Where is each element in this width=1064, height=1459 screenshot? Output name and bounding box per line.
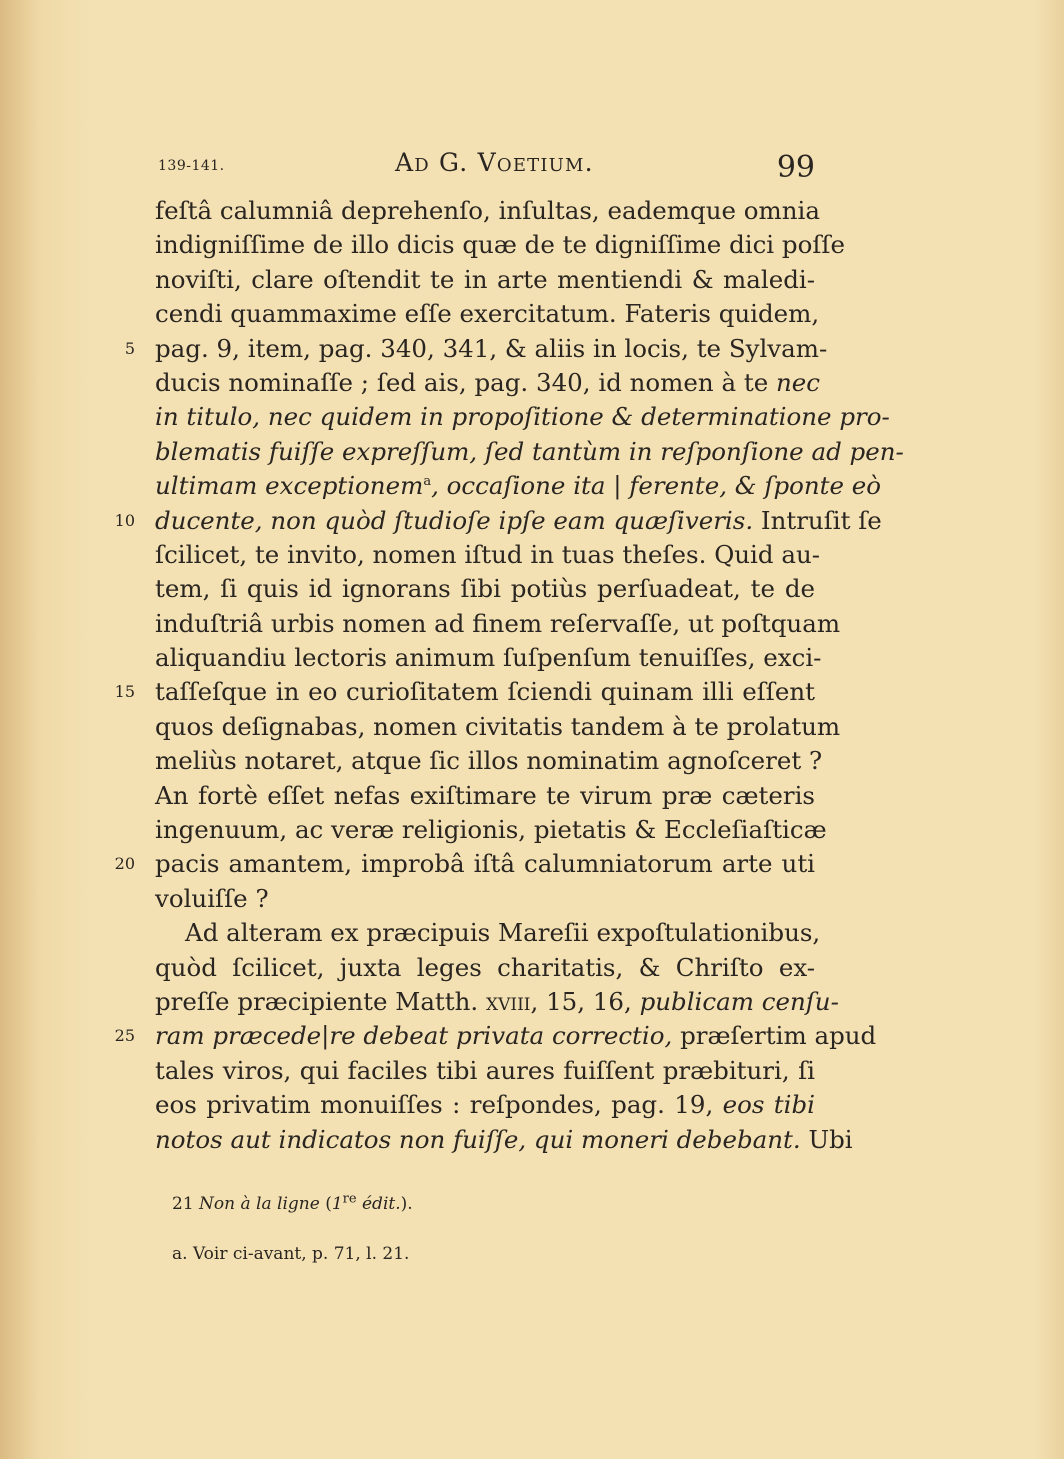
text-run: ( [319, 1194, 332, 1214]
text-run: Ad alteram ex præcipuis Mareſii expoſtulationibus, [185, 918, 821, 948]
italic-text: , occaſione ita | ferente, & ſponte eò [431, 471, 882, 501]
italic-text: édit. [356, 1194, 401, 1214]
text-line [114, 504, 882, 538]
text-line [155, 297, 820, 331]
text-run: indigniſſime de illo dicis quæ de te digniſſime dici poſſe [155, 230, 845, 260]
text-run: eos privatim monuiſſes : reſpondes, pag. 19, [155, 1090, 723, 1120]
text-line [155, 744, 823, 778]
italic-text: in titulo, nec quidem in propoſitione & determinatione pro- [155, 402, 890, 432]
running-title: Ad G. Voetium. [395, 148, 594, 177]
text-line [155, 572, 815, 606]
text-run: pacis amantem, improbâ iſtâ calumniatorum arte uti [155, 849, 815, 879]
italic-text: 1 [331, 1194, 343, 1214]
page-range: 139-141. [158, 158, 225, 174]
line-number: 15 [114, 682, 135, 702]
footnote [172, 1192, 812, 1216]
text-run: ). [400, 1194, 413, 1214]
text-run: preſſe præcipiente Matth. [155, 986, 486, 1016]
italic-text: nec [776, 367, 821, 397]
text-run: feſtâ calumniâ deprehenſo, inſultas, eademque omnia [155, 196, 820, 225]
text-line [155, 538, 821, 572]
superscript: re [342, 1191, 357, 1207]
italic-text: ultimam exceptionem [155, 471, 424, 501]
text-line [155, 710, 841, 744]
text-line [155, 400, 890, 434]
text-run: tales viros, qui faciles tibi aures fuiſſent præbituri, ſi [155, 1055, 815, 1085]
italic-text: notos aut indicatos non fuiſſe, qui moneri debebant. [155, 1124, 801, 1154]
text-line [155, 951, 815, 985]
text-line [155, 228, 845, 262]
text-line [155, 882, 815, 916]
text-run: ducis nominaſſe ; ſed ais, pag. 340, id nomen à te [155, 367, 777, 397]
text-line [155, 263, 815, 297]
text-line [124, 332, 828, 366]
text-line [155, 916, 821, 950]
text-run: quòd ſcilicet, juxta leges charitatis, & Chriſto ex- [155, 952, 815, 982]
text-run: induſtriâ urbis nomen ad finem reſervaſſe, ut poſtquam [155, 608, 841, 638]
text-run: tem, ſi quis id ignorans ſibi potiùs perſuadeat, te de [155, 574, 815, 604]
text-run: 21 [172, 1194, 200, 1214]
text-line [155, 469, 882, 503]
text-line [155, 1088, 815, 1122]
italic-text: eos tibi [722, 1090, 816, 1120]
text-line [155, 641, 822, 675]
text-line [114, 675, 815, 709]
text-line [155, 985, 839, 1019]
text-line [155, 435, 904, 469]
text-run: a. Voir ci-avant, p. 71, l. 21. [172, 1244, 410, 1264]
text-run: taſſeſque in eo curioſitatem ſciendi quinam illi eſſent [155, 677, 815, 707]
text-run: noviſti, clare oſtendit te in arte mentiendi & maledi- [155, 264, 815, 294]
text-run: An fortè eſſet nefas exiſtimare te virum præ cæteris [155, 780, 815, 810]
page-number: 99 [776, 150, 815, 185]
line-number: 5 [124, 338, 135, 358]
superscript: a [423, 473, 432, 489]
text-run: , 15, 16, [530, 986, 640, 1016]
text-run: voluiſſe ? [155, 883, 269, 913]
text-run: meliùs notaret, atque ſic illos nominatim agnoſceret ? [155, 746, 823, 776]
italic-text: blematis fuiſſe expreſſum, ſed tantùm in reſponſione ad pen- [155, 436, 904, 466]
text-run: ſcilicet, te invito, nomen iſtud in tuas theſes. Quid au- [155, 539, 821, 569]
text-run: Ubi [800, 1124, 853, 1154]
text-run: ingenuum, ac veræ religionis, pietatis & Eccleſiaſticæ [155, 815, 827, 845]
text-run: quos deſignabas, nomen civitatis tandem à te prolatum [155, 711, 841, 741]
text-run: Intruſit ſe [753, 505, 882, 535]
line-number: 20 [114, 854, 135, 874]
text-run: aliquandiu lectoris animum ſuſpenſum tenuiſſes, exci- [155, 643, 822, 673]
text-run: cendi quammaxime eſſe exercitatum. Fateris quidem, [155, 299, 820, 329]
text-line [155, 366, 821, 400]
text-run: præſertim apud [672, 1021, 877, 1051]
italic-text: Non à la ligne [199, 1194, 320, 1214]
text-line [155, 1123, 853, 1157]
text-line [155, 813, 827, 847]
text-line [155, 194, 820, 228]
footnote [172, 1242, 812, 1266]
text-line [155, 779, 815, 813]
text-line [155, 607, 841, 641]
line-number: 10 [114, 510, 135, 530]
line-number: 25 [114, 1026, 135, 1046]
italic-text: ram præcede|re debeat privata correctio, [155, 1021, 673, 1051]
text-line [114, 1019, 877, 1053]
text-run: pag. 9, item, pag. 340, 341, & aliis in locis, te Sylvam- [155, 333, 828, 363]
small-caps-text: xviii [485, 986, 531, 1016]
main-text [114, 194, 904, 1157]
italic-text: ducente, non quòd ſtudioſe ipſe eam quæſiveris. [155, 505, 754, 535]
footnotes [172, 1192, 812, 1292]
italic-text: publicam cenſu- [639, 986, 839, 1016]
text-line [114, 847, 815, 881]
text-line [155, 1054, 815, 1088]
running-header [150, 148, 815, 188]
